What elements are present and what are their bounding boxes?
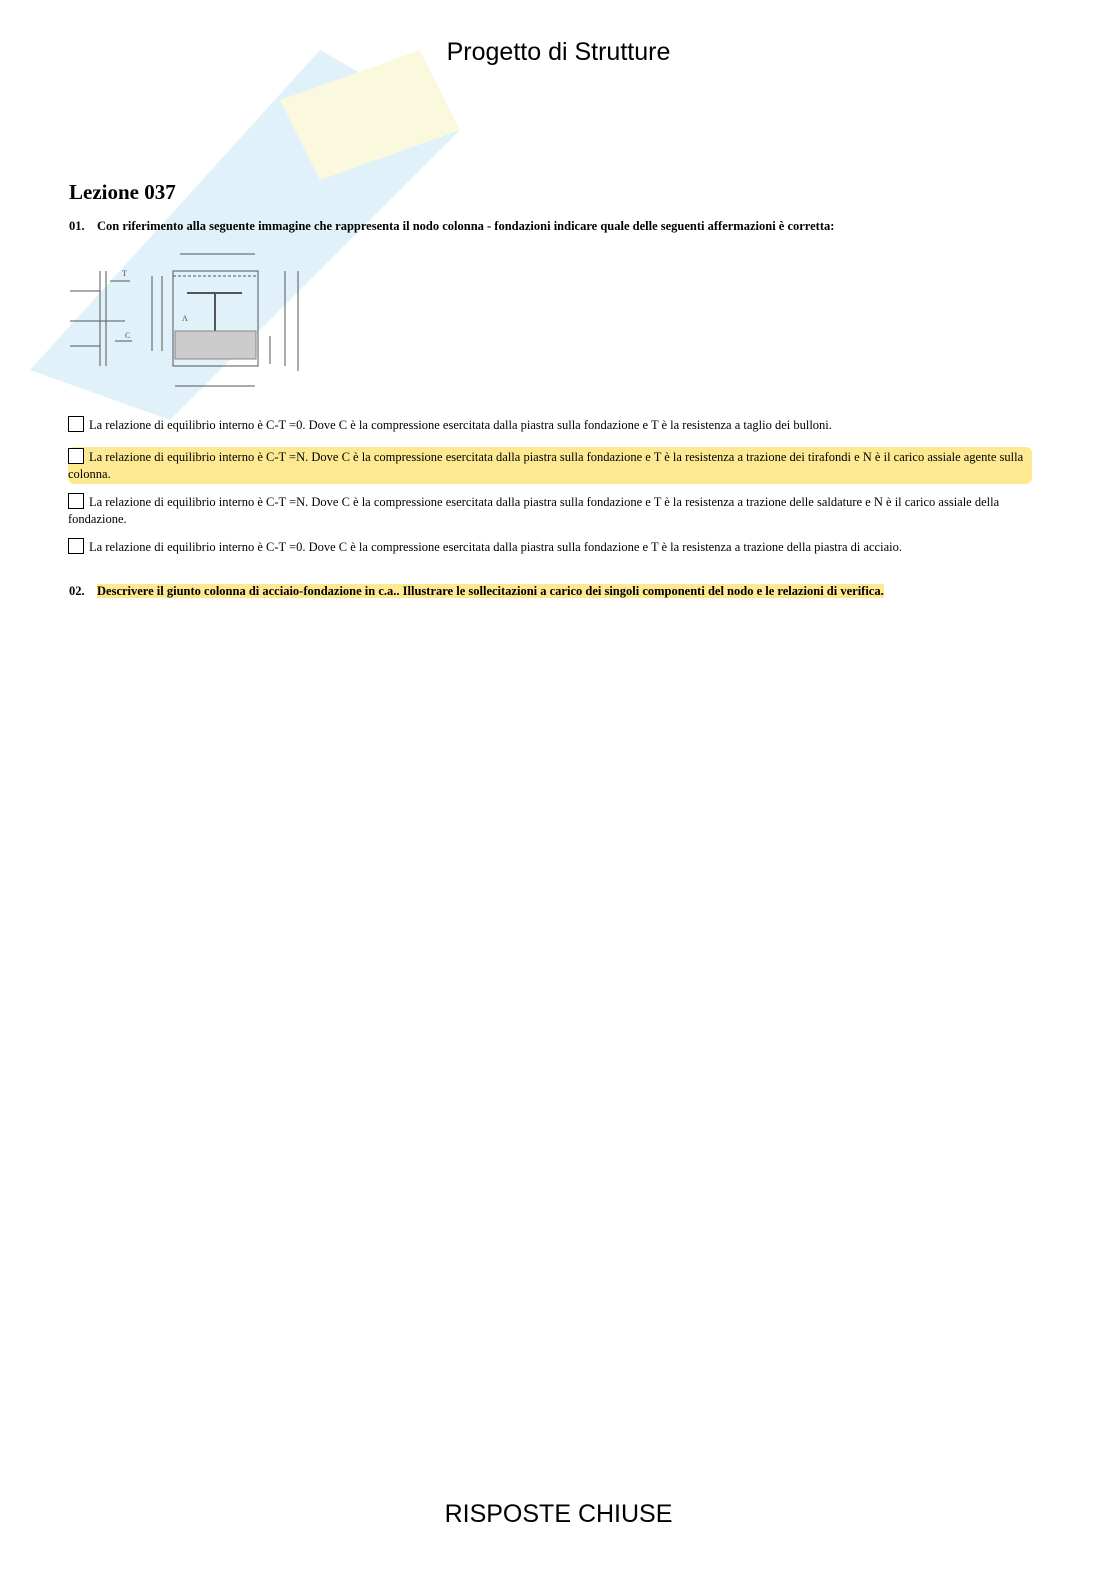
question-number: 01. <box>69 219 85 233</box>
answer-checkbox[interactable] <box>68 448 84 464</box>
answer-option-2[interactable] <box>68 447 1032 484</box>
question-text: Con riferimento alla seguente immagine che rappresenta il nodo colonna - fondazioni indicare quale delle seguenti affermazioni è corretta: <box>97 219 835 233</box>
page-footer: RISPOSTE CHIUSE <box>444 1500 673 1528</box>
tension-label: T <box>122 269 127 278</box>
answer-checkbox[interactable] <box>68 538 84 554</box>
question-text: Descrivere il giunto colonna di acciaio-fondazione in c.a.. Illustrare le sollecitazioni a carico dei singoli componenti del nodo e le relazioni di verifica. <box>97 584 884 598</box>
answer-checkbox[interactable] <box>68 493 84 509</box>
lesson-title: Lezione 037 <box>69 180 176 204</box>
answer-option-1[interactable] <box>68 416 1028 434</box>
question-number: 02. <box>69 584 85 598</box>
column-foundation-diagram <box>70 246 310 396</box>
answer-text: La relazione di equilibrio interno è C-T =N. Dove C è la compressione esercitata dalla piastra sulla fondazione e T è la resistenza a trazione dei tirafondi e N è il carico assiale agente sulla colonna. <box>68 450 1024 481</box>
answer-text: La relazione di equilibrio interno è C-T =0. Dove C è la compressione esercitata dalla piastra sulla fondazione e T è la resistenza a taglio dei bulloni. <box>89 418 832 432</box>
page-header: Progetto di Strutture <box>446 38 671 66</box>
answer-text: La relazione di equilibrio interno è C-T =N. Dove C è la compressione esercitata dalla piastra sulla fondazione e T è la resistenza a trazione delle saldature e N è il carico assiale della fondazione. <box>68 495 1000 526</box>
compression-label: C <box>125 331 131 340</box>
answer-text: La relazione di equilibrio interno è C-T =0. Dove C è la compressione esercitata dalla piastra sulla fondazione e T è la resistenza a trazione della piastra di acciaio. <box>89 540 902 554</box>
question-1 <box>69 219 834 234</box>
answer-option-3[interactable] <box>68 493 1028 528</box>
answer-checkbox[interactable] <box>68 416 84 432</box>
question-2 <box>69 584 884 599</box>
answer-option-4[interactable] <box>68 538 1028 556</box>
section-label: A <box>182 314 188 323</box>
